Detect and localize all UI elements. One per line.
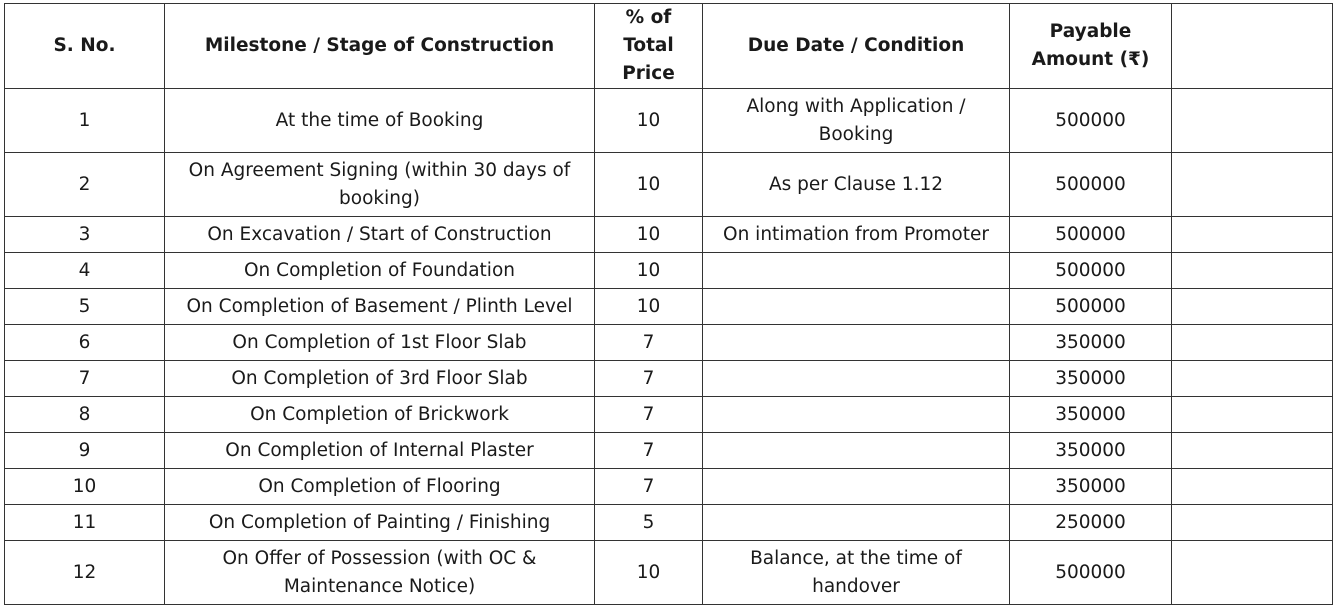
cell-amount: 500000 (1010, 541, 1172, 605)
cell-amount: 350000 (1010, 361, 1172, 397)
cell-due-date (703, 469, 1010, 505)
cell-due-date (703, 397, 1010, 433)
header-extra (1172, 4, 1333, 89)
cell-percent: 7 (595, 397, 703, 433)
cell-sno: 1 (5, 89, 165, 153)
cell-milestone: On Offer of Possession (with OC & Maintenance Notice) (165, 541, 595, 605)
cell-sno: 3 (5, 217, 165, 253)
cell-milestone: At the time of Booking (165, 89, 595, 153)
header-milestone: Milestone / Stage of Construction (165, 4, 595, 89)
cell-sno: 2 (5, 153, 165, 217)
cell-percent: 7 (595, 469, 703, 505)
cell-amount: 500000 (1010, 289, 1172, 325)
cell-due-date (703, 433, 1010, 469)
cell-extra (1172, 253, 1333, 289)
cell-sno: 11 (5, 505, 165, 541)
cell-due-date (703, 361, 1010, 397)
header-percent: % of Total Price (595, 4, 703, 89)
cell-extra (1172, 153, 1333, 217)
cell-percent: 10 (595, 289, 703, 325)
cell-amount: 350000 (1010, 325, 1172, 361)
cell-sno: 7 (5, 361, 165, 397)
table-row (5, 433, 1333, 469)
cell-percent: 10 (595, 541, 703, 605)
cell-extra (1172, 433, 1333, 469)
cell-amount: 500000 (1010, 89, 1172, 153)
cell-due-date (703, 325, 1010, 361)
cell-milestone: On Agreement Signing (within 30 days of booking) (165, 153, 595, 217)
cell-extra (1172, 469, 1333, 505)
cell-sno: 10 (5, 469, 165, 505)
cell-due-date: Along with Application / Booking (703, 89, 1010, 153)
table-row (5, 505, 1333, 541)
cell-amount: 350000 (1010, 433, 1172, 469)
cell-milestone: On Completion of 1st Floor Slab (165, 325, 595, 361)
table-row (5, 325, 1333, 361)
table-row (5, 89, 1333, 153)
cell-due-date (703, 289, 1010, 325)
cell-milestone: On Completion of Flooring (165, 469, 595, 505)
cell-sno: 12 (5, 541, 165, 605)
table-row (5, 153, 1333, 217)
cell-amount: 250000 (1010, 505, 1172, 541)
cell-due-date: On intimation from Promoter (703, 217, 1010, 253)
table-row (5, 397, 1333, 433)
cell-milestone: On Completion of Painting / Finishing (165, 505, 595, 541)
cell-extra (1172, 541, 1333, 605)
cell-extra (1172, 217, 1333, 253)
cell-due-date (703, 505, 1010, 541)
cell-due-date (703, 253, 1010, 289)
cell-amount: 500000 (1010, 217, 1172, 253)
table-row (5, 541, 1333, 605)
cell-percent: 10 (595, 253, 703, 289)
cell-percent: 7 (595, 325, 703, 361)
cell-percent: 10 (595, 217, 703, 253)
header-sno: S. No. (5, 4, 165, 89)
cell-amount: 500000 (1010, 253, 1172, 289)
header-due-date: Due Date / Condition (703, 4, 1010, 89)
cell-due-date: As per Clause 1.12 (703, 153, 1010, 217)
cell-percent: 10 (595, 153, 703, 217)
header-row (5, 4, 1333, 89)
cell-extra (1172, 325, 1333, 361)
header-amount: Payable Amount (₹) (1010, 4, 1172, 89)
cell-extra (1172, 505, 1333, 541)
table-row (5, 253, 1333, 289)
cell-extra (1172, 289, 1333, 325)
cell-extra (1172, 361, 1333, 397)
cell-amount: 500000 (1010, 153, 1172, 217)
cell-extra (1172, 89, 1333, 153)
cell-milestone: On Completion of Foundation (165, 253, 595, 289)
cell-due-date: Balance, at the time of handover (703, 541, 1010, 605)
cell-milestone: On Excavation / Start of Construction (165, 217, 595, 253)
table-row (5, 469, 1333, 505)
cell-sno: 5 (5, 289, 165, 325)
cell-milestone: On Completion of 3rd Floor Slab (165, 361, 595, 397)
cell-percent: 10 (595, 89, 703, 153)
cell-sno: 6 (5, 325, 165, 361)
cell-milestone: On Completion of Brickwork (165, 397, 595, 433)
cell-amount: 350000 (1010, 469, 1172, 505)
table-row (5, 361, 1333, 397)
cell-sno: 8 (5, 397, 165, 433)
cell-milestone: On Completion of Internal Plaster (165, 433, 595, 469)
cell-percent: 7 (595, 361, 703, 397)
cell-amount: 350000 (1010, 397, 1172, 433)
cell-sno: 4 (5, 253, 165, 289)
table-row (5, 217, 1333, 253)
cell-milestone: On Completion of Basement / Plinth Level (165, 289, 595, 325)
table-row (5, 289, 1333, 325)
payment-schedule-table (4, 3, 1333, 605)
cell-extra (1172, 397, 1333, 433)
cell-percent: 5 (595, 505, 703, 541)
cell-sno: 9 (5, 433, 165, 469)
cell-percent: 7 (595, 433, 703, 469)
